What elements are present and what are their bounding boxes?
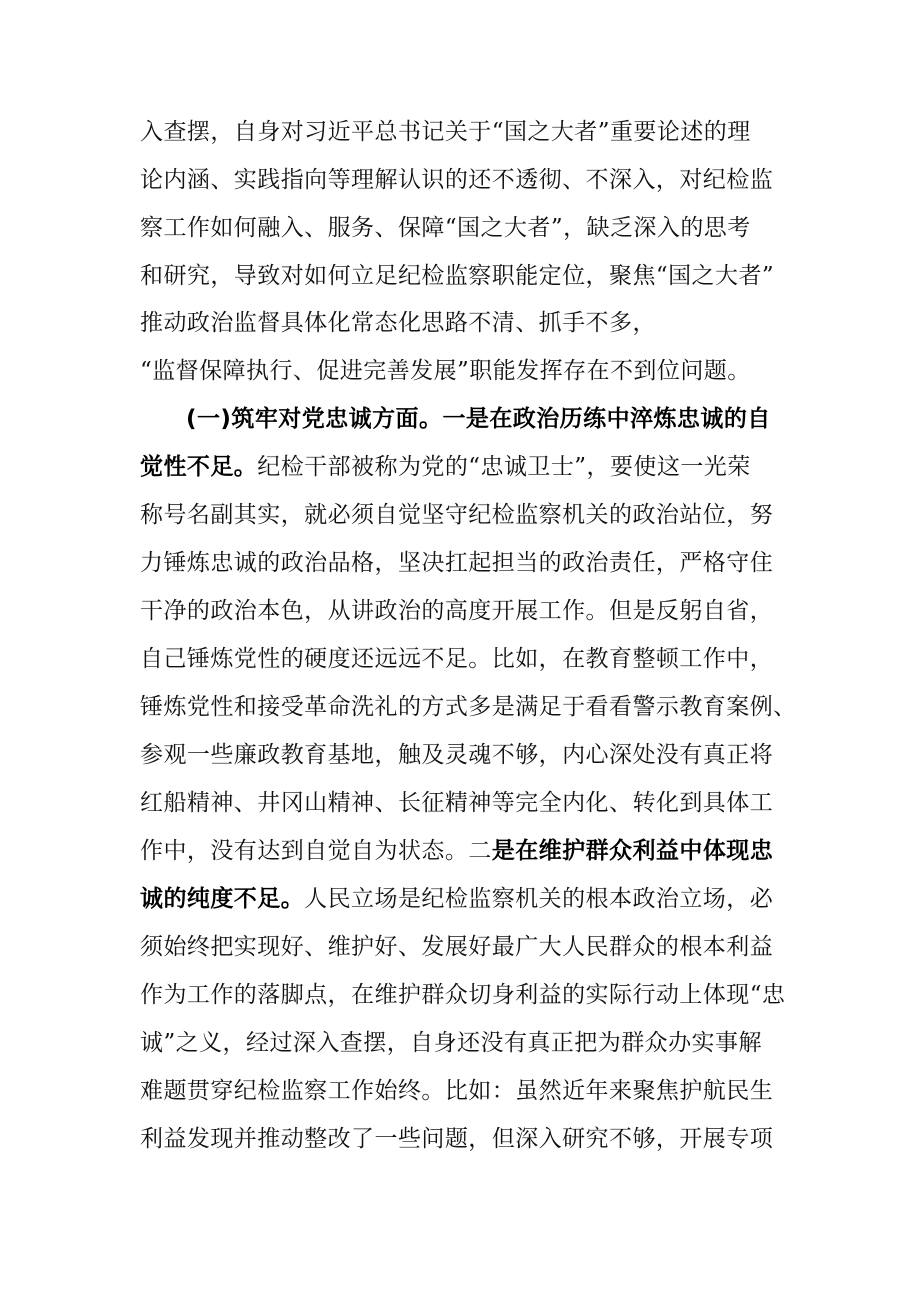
text-line: 察工作如何融入、服务、保障“国之大者”，缺乏深入的思考	[140, 215, 751, 241]
text-line: 红船精神、井冈山精神、长征精神等完全内化、转化到具体工	[140, 790, 774, 816]
text-line	[140, 452, 751, 482]
text-line	[140, 884, 773, 914]
section-heading: (一)筑牢对党忠诚方面。	[186, 406, 443, 432]
text-line: 入查摆，自身对习近平总书记关于“国之大者”重要论述的理	[140, 119, 751, 145]
text-line: 自己锤炼党性的硬度还远远不足。比如，在教育整顿工作中，	[140, 646, 774, 672]
point-two-lead-text: 作中，没有达到自觉自为状态。	[140, 838, 469, 864]
text-line: 力锤炼忠诚的政治品格，坚决扛起担当的政治责任，严格守住	[140, 550, 774, 576]
text-line: 诚”之义，经过深入查摆，自身还没有真正把为群众办实事解	[140, 1030, 762, 1056]
point-two-marker: 二	[468, 838, 492, 864]
point-one-bold-end: 觉性不足。	[140, 454, 258, 480]
text-line: “监督保障执行、促进完善发展”职能发挥存在不到位问题。	[140, 358, 751, 384]
text-line: 难题贯穿纪检监察工作始终。比如：虽然近年来聚焦护航民生	[140, 1078, 774, 1104]
point-one-bold: 一是在政治历练中淬炼忠诚的自	[442, 406, 771, 432]
text-line: 参观一些廉政教育基地，触及灵魂不够，内心深处没有真正将	[140, 742, 774, 768]
point-two-bold: 是在维护群众利益中体现忠	[491, 838, 774, 864]
text-line: 锤炼党性和接受革命洗礼的方式多是满足于看看警示教育案例、	[140, 694, 797, 720]
text-line: 论内涵、实践指向等理解认识的还不透彻、不深入，对纪检监	[140, 167, 774, 193]
point-two-bold-end: 诚的纯度不足。	[140, 886, 305, 912]
point-two-text: 人民立场是纪检监察机关的根本政治立场，必	[304, 886, 774, 912]
text-line: 须始终把实现好、维护好、发展好最广大人民群众的根本利益	[140, 934, 774, 960]
text-line: 称号名副其实，就必须自觉坚守纪检监察机关的政治站位，努	[140, 502, 774, 528]
text-line: 和研究，导致对如何立足纪检监察职能定位，聚焦“国之大者”	[140, 263, 775, 289]
text-line	[140, 836, 773, 866]
text-line: 干净的政治本色，从讲政治的高度开展工作。但是反躬自省，	[140, 598, 774, 624]
text-line: 利益发现并推动整改了一些问题，但深入研究不够，开展专项	[140, 1126, 774, 1152]
point-one-text: 纪检干部被称为党的“忠诚卫士”，要使这一光荣	[257, 454, 751, 480]
text-line: 推动政治监督具体化常态化思路不清、抓手不多，	[140, 310, 656, 336]
text-line: 作为工作的落脚点，在维护群众切身利益的实际行动上体现“忠	[140, 982, 786, 1008]
section-heading-line	[186, 404, 771, 434]
